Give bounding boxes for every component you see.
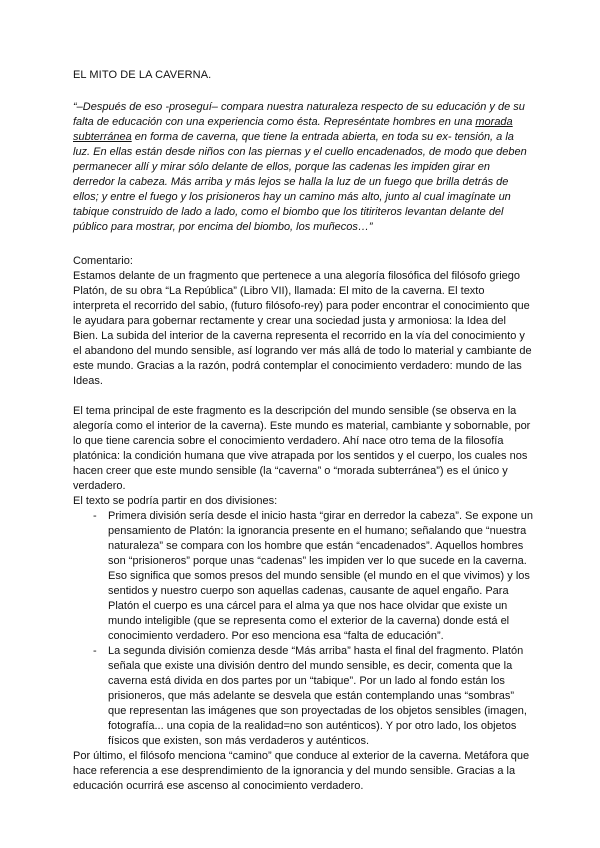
- quote-text-part-1: “–Después de eso -proseguí– compara nuestra naturaleza respecto de su educación y de su falta de educación con una experiencia como ésta. Represéntate hombres en una: [73, 101, 525, 128]
- division-intro: El texto se podría partir en dos divisiones:: [73, 495, 278, 507]
- division-list: [73, 509, 533, 749]
- list-item: [73, 509, 533, 644]
- paragraph-conclusion: Por último, el filósofo menciona “camino” que conduce al exterior de la caverna. Metáfora que hace referencia a ese desprendimiento de la ignorancia y del mundo sensible. Gracias a la educación ocurrirá ese ascenso al conocimiento verdadero.: [73, 750, 530, 792]
- paragraph-theme: El tema principal de este fragmento es la descripción del mundo sensible (se observa en la alegoría como el interior de la caverna). Este mundo es material, cambiante y sobornable, por lo que tiene carencia sobre el conocimiento verdadero. Ahí nace otro tema de la filosofía platónica: la condición humana que vive atrapada por los sentidos y el cuerpo, los cuales nos hacen creer que este mundo sensible (la “caverna” o “morada subterránea”) es el único y verdadero.: [73, 405, 531, 492]
- quote-underlined-term: morada subterránea: [73, 116, 513, 143]
- division-1-text: Primera división sería desde el inicio hasta “girar en derredor la cabeza”. Se expone un pensamiento de Platón: la ignorancia presente en el humano; señalando que “nuestra naturaleza” se compara con los hombre que están “encadenados”. Aquellos hombres son “prisioneros” porque unas “cadenas” les impiden ver lo que sucede en la caverna. Eso significa que somos presos del mundo sensible (el mundo en el que vivimos) y los sentidos y nuestro cuerpo son aquellas cadenas, causante de aquel engaño. Para Platón el cuerpo es una cárcel para el alma ya que nos hace olvidar que existe un mundo inteligible (que se representa como el exterior de la caverna) donde está el conocimiento verdadero. Por eso menciona esa “falta de educación”.: [108, 510, 533, 642]
- paragraph-intro: Estamos delante de un fragmento que pertenece a una alegoría filosófica del filósofo griego Platón, de su obra “La República” (Libro VII), llamada: El mito de la caverna. El texto interpreta el recorrido del sabio, (futuro filósofo-rey) para poder encontrar el conocimiento que le ayudara para gobernar rectamente y crear una sociedad justa y armoniosa: la Idea del Bien. La subida del interior de la caverna representa el recorrido en la vía del conocimiento y el abandono del mundo sensible, así logrando ver más allá de todo lo material y cambiante de este mundo. Gracias a la razón, podrá contemplar el conocimiento verdadero: mundo de las Ideas.: [73, 270, 532, 387]
- bullet-dash: -: [93, 645, 97, 657]
- division-2-text: La segunda división comienza desde “Más arriba” hasta el final del fragmento. Platón señala que existe una división dentro del mundo sensible, es decir, comenta que la caverna está divida en dos partes por un “tabique”. Por un lado al fondo están los prisioneros, que más adelante se desvela que están contemplando unas “sombras” que representan las imágenes que son proyectadas de los objetos sensibles (imagen, fotografía... una copia de la realidad=no son auténticos). Y por otro lado, los objetos físicos que existen, son más verdaderos y auténticos.: [108, 645, 527, 747]
- bullet-dash: -: [93, 510, 97, 522]
- document-title: EL MITO DE LA CAVERNA.: [73, 69, 212, 81]
- quote-text-part-2: en forma de caverna, que tiene la entrada abierta, en toda su ex- tensión, a la luz. En ellas están desde niños con las piernas y el cuello encadenados, de modo que deben permanecer allí y mirar sólo delante de ellos, porque las cadenas les impiden girar en derredor la cabeza. Más arriba y más lejos se halla la luz de un fuego que brilla detrás de ellos; y entre el fuego y los prisioneros hay un camino más alto, junto al cual imagínate un tabique construido de lado a lado, como el biombo que los titiriteros levantan delante del público para mostrar, por encima del biombo, los muñecos…”: [73, 131, 527, 233]
- comment-heading: Comentario:: [73, 255, 133, 267]
- quote-block: [73, 100, 533, 235]
- document-page: [73, 68, 533, 794]
- list-item: [73, 644, 533, 749]
